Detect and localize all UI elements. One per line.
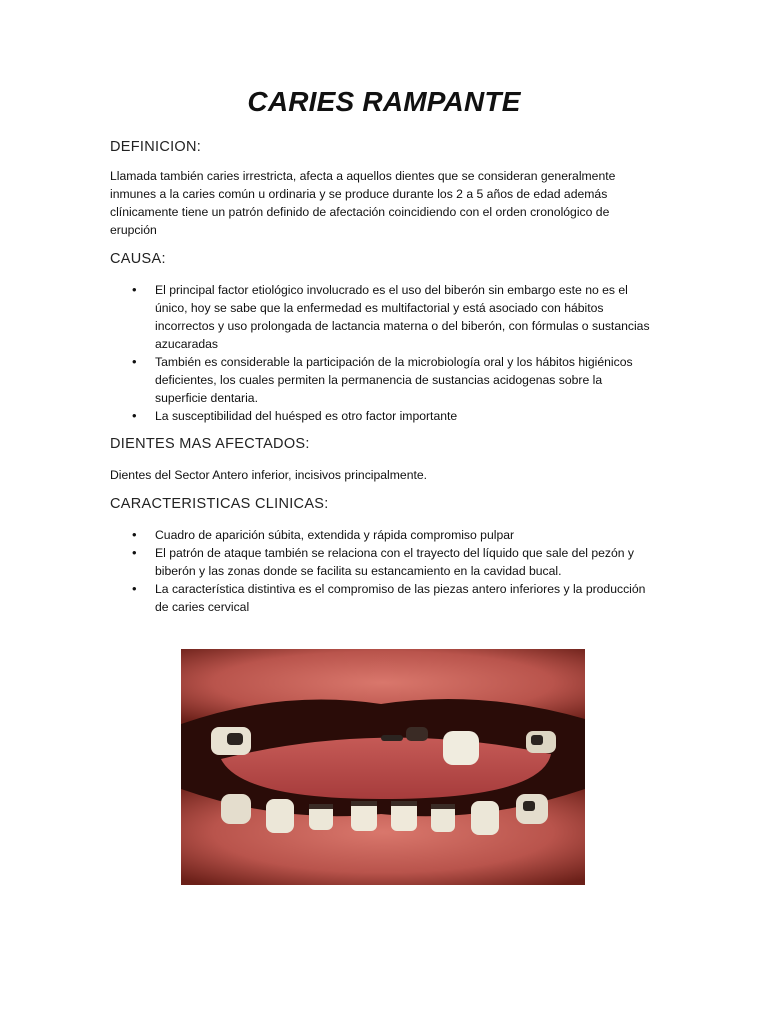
- teeth-photo: [181, 649, 585, 885]
- document-title: CARIES RAMPANTE: [247, 86, 521, 117]
- caracteristicas-list: [110, 526, 655, 616]
- list-item: • La susceptibilidad del huésped es otro factor importante: [110, 407, 655, 425]
- list-item: • La característica distintiva es el compromiso de las piezas antero inferiores y la producción de caries cervical: [110, 580, 655, 616]
- definicion-text: Llamada también caries irrestricta, afecta a aquellos dientes que se consideran generalmente inmunes a la caries común u ordinaria y se produce durante los 2 a 5 años de edad además clínicamente tiene un patrón definido de afectación coincidiendo con el orden cronológico de erupción: [110, 169, 616, 237]
- list-item: • El patrón de ataque también se relaciona con el trayecto del líquido que sale del pezón y biberón y las zonas donde se facilita su estancamiento en la cavidad bucal.: [110, 544, 655, 580]
- dientes-text: Dientes del Sector Antero inferior, incisivos principalmente.: [110, 468, 428, 482]
- list-item: • El principal factor etiológico involucrado es el uso del biberón sin embargo este no es el único, hoy se sabe que la enfermedad es multifactorial y está asociado con hábitos incorrectos y uso prolongada de lactancia materna o del biberón, con fórmulas o sustancias azucaradas: [110, 281, 655, 353]
- heading-causa: CAUSA:: [110, 251, 166, 267]
- heading-definicion: DEFINICION:: [110, 139, 202, 155]
- causa-list: [110, 281, 655, 425]
- list-item: • Cuadro de aparición súbita, extendida y rápida compromiso pulpar: [110, 526, 655, 544]
- teeth-illustration: [181, 649, 585, 885]
- heading-dientes: DIENTES MAS AFECTADOS:: [110, 436, 310, 452]
- list-item: • También es considerable la participación de la microbiología oral y los hábitos higiénicos deficientes, los cuales permiten la permanencia de sustancias acidogenas sobre la superficie dentaria.: [110, 353, 655, 407]
- heading-caracteristicas: CARACTERISTICAS CLINICAS:: [110, 496, 329, 512]
